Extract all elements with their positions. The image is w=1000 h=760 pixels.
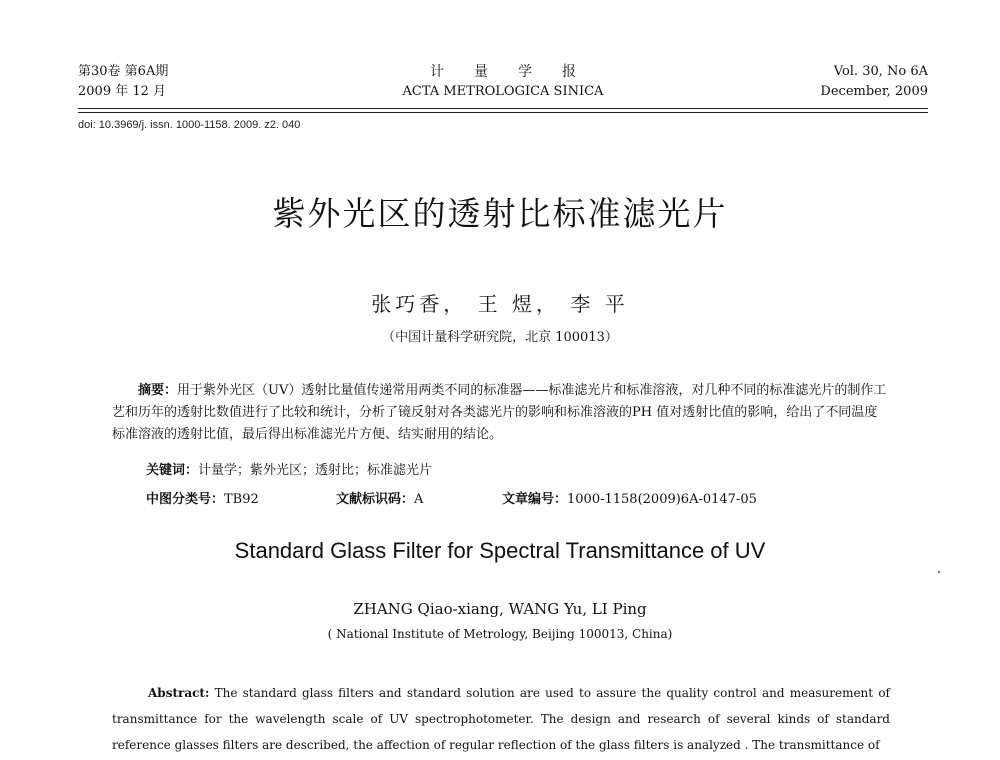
- doc-code-value: A: [414, 492, 424, 507]
- authors-cn: 张巧香， 王 煜， 李 平: [371, 292, 629, 316]
- scan-speck: [938, 571, 940, 573]
- header-journal-name-cn: 计量学报: [430, 64, 606, 80]
- article-number: [502, 488, 757, 507]
- header-volume-en: Vol. 30, No 6A: [833, 64, 928, 79]
- header-journal-name-en: ACTA METROLOGICA SINICA: [402, 84, 604, 99]
- header-date-en: December, 2009: [820, 84, 928, 99]
- header-rule-thick: [78, 108, 928, 109]
- journal-header: [78, 62, 928, 110]
- paper-title-en: Standard Glass Filter for Spectral Transmittance of UV: [234, 538, 766, 563]
- affiliation-cn: （中国计量科学研究院，北京 100013）: [382, 330, 618, 345]
- keywords-cn-label: 关键词：: [146, 463, 199, 478]
- abstract-en: [112, 680, 890, 758]
- abstract-cn-text: 用于紫外光区（UV）透射比量值传递常用两类不同的标准器——标准滤光片和标准溶液，对几种不同的标准滤光片的制作工艺和历年的透射比数值进行了比较和统计，分析了镜反射对各类滤光片的影响和标准溶液的PH 值对透射比值的影响，给出了不同温度标准溶液的透射比值，最后得出标准滤光片方便、结实耐用的结论。: [112, 383, 887, 442]
- abstract-en-label: Abstract:: [148, 686, 210, 700]
- header-volume-info: [78, 62, 168, 102]
- header-volume-info-en: [820, 62, 928, 102]
- keywords-cn: [146, 459, 432, 478]
- clc-number: [146, 488, 259, 507]
- header-journal-name: [403, 62, 604, 102]
- abstract-en-text: The standard glass filters and standard solution are used to assure the quality control and measurement of transmittance for the wavelength scale of UV spectrophotometer. The design and research of several kinds of standard reference glasses filters are described, the affection of regular reflection of the glass filters is analyzed . The transmittance of: [112, 686, 890, 752]
- abstract-cn: [112, 380, 890, 446]
- paper-title-cn: 紫外光区的透射比标准滤光片: [272, 194, 728, 233]
- abstract-cn-label: 摘要：: [138, 383, 178, 398]
- header-date-cn: 2009 年 12 月: [78, 84, 167, 99]
- keywords-cn-text: 计量学；紫外光区；透射比；标准滤光片: [198, 463, 433, 478]
- clc-label: 中图分类号：: [146, 492, 225, 507]
- article-number-value: 1000-1158(2009)6A-0147-05: [567, 492, 757, 507]
- header-rule-thin: [78, 112, 928, 113]
- doc-code: [336, 488, 423, 507]
- authors-en: ZHANG Qiao-xiang, WANG Yu, LI Ping: [353, 600, 647, 618]
- header-volume-issue: 第30卷 第6A期: [78, 64, 169, 79]
- article-number-label: 文章编号：: [502, 492, 568, 507]
- clc-value: TB92: [224, 492, 259, 507]
- doi-line: doi: 10.3969/j. issn. 1000-1158. 2009. z2. 040: [78, 119, 301, 131]
- affiliation-en: ( National Institute of Metrology, Beijing 100013, China): [327, 627, 673, 641]
- doc-code-label: 文献标识码：: [336, 492, 415, 507]
